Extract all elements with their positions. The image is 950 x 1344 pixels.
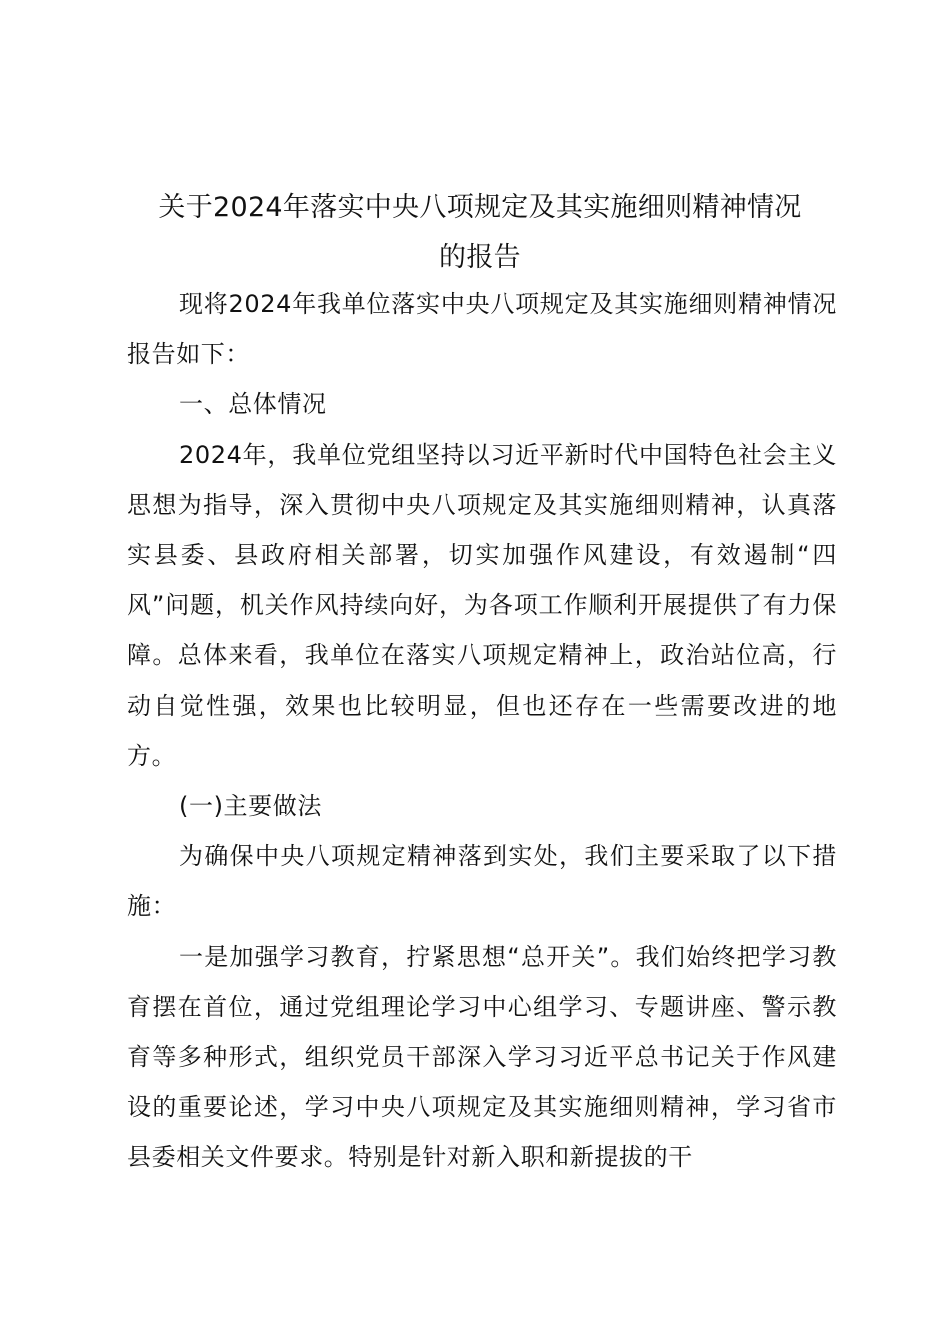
intro-paragraph: 现将2024年我单位落实中央八项规定及其实施细则精神情况报告如下： <box>127 290 837 369</box>
section-heading-overall: 一、总体情况 <box>179 390 327 419</box>
document-body <box>127 279 837 1183</box>
title-line-2: 的报告 <box>439 242 521 273</box>
document-title <box>100 183 860 283</box>
subsection-heading-main-practices: (一)主要做法 <box>179 792 322 821</box>
study-education-paragraph: 一是加强学习教育，拧紧思想“总开关”。我们始终把学习教育摆在首位，通过党组理论学习中心组学习、专题讲座、警示教育等多种形式，组织党员干部深入学习习近平总书记关于作风建设的重要论述，学习中央八项规定及其实施细则精神，学习省市县委相关文件要求。特别是针对新入职和新提拔的干 <box>127 942 837 1172</box>
title-line-1: 关于2024年落实中央八项规定及其实施细则精神情况 <box>158 192 802 223</box>
overall-situation-paragraph: 2024年，我单位党组坚持以习近平新时代中国特色社会主义思想为指导，深入贯彻中央八项规定及其实施细则精神，认真落实县委、县政府相关部署，切实加强作风建设，有效遏制“四风”问题，机关作风持续向好，为各项工作顺利开展提供了有力保障。总体来看，我单位在落实八项规定精神上，政治站位高，行动自觉性强，效果也比较明显，但也还存在一些需要改进的地方。 <box>127 440 837 770</box>
measures-intro-paragraph: 为确保中央八项规定精神落到实处，我们主要采取了以下措施： <box>127 842 837 921</box>
